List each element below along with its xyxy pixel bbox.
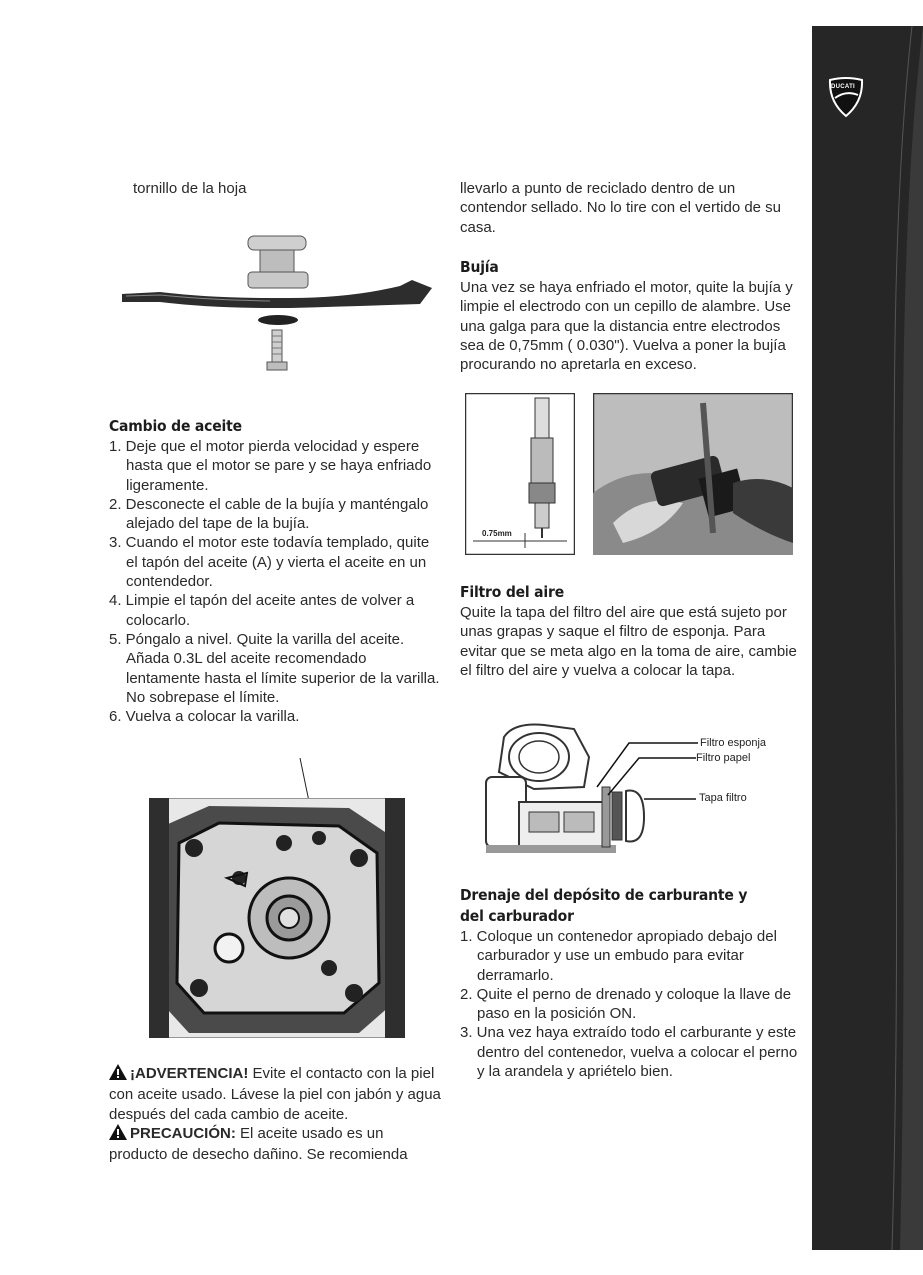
warning-body: Evite el contacto con la piel con aceite usado. Lávese la piel con jabón y agua después del cada cambio de aceite. xyxy=(109,1065,441,1123)
air-filter-diagram xyxy=(474,717,767,867)
paper-filter-label: Filtro papel xyxy=(696,752,751,764)
ducati-logo xyxy=(827,76,865,118)
gap-label: 0.75mm xyxy=(482,529,512,538)
list-item: 3. Una vez haya extraído todo el carburante y este dentro del contenedor, vuelva a colocar el perno y la arandela y apriételo bien. xyxy=(460,1024,798,1081)
caution-body: El aceite usado es un producto de desecho dañino. Se recomienda xyxy=(109,1124,408,1164)
blade-caption: tornillo de la hoja xyxy=(133,180,247,197)
blade-illustration xyxy=(120,228,435,383)
drain-title: Drenaje del depósito de carburante y del carburador xyxy=(460,886,748,925)
list-item: 3. Cuando el motor este todavía templado, quite el tapón del aceite (A) y vierta el aceite en un contendedor. xyxy=(109,534,430,591)
engine-photo xyxy=(149,798,405,1043)
drain-steps xyxy=(460,927,800,1081)
list-item: 5. Póngalo a nivel. Quite la varilla del aceite. Añada 0.3L del aceite recomendado lentamente hasta el límite superior de la varilla. No sobrepase el límite. xyxy=(109,630,440,706)
caution-icon xyxy=(109,1124,127,1145)
caution-text xyxy=(109,1124,444,1165)
spark-plug-section xyxy=(460,257,800,374)
warning-icon xyxy=(109,1064,127,1085)
warning-block xyxy=(109,1064,444,1164)
warning-text xyxy=(109,1064,444,1124)
caution-label: PRECAUCIÓN: xyxy=(130,1124,236,1142)
air-filter-title: Filtro del aire xyxy=(460,583,565,601)
air-filter-section xyxy=(460,582,800,680)
spark-plug-photo xyxy=(593,393,793,560)
air-filter-text: Quite la tapa del filtro del aire que está sujeto por unas grapas y saque el filtro de esponja. Para evitar que se meta algo en la toma de aire, cambie el filtro del aire y vuelva a colocar la tapa. xyxy=(460,604,797,679)
continuation-text: llevarlo a punto de reciclado dentro de un contendor sellado. No lo tire con el vertido de su casa. xyxy=(460,180,782,236)
list-item: 2. Desconecte el cable de la bujía y manténgalo alejado del tape de la bujía. xyxy=(109,495,429,533)
oil-change-title: Cambio de aceite xyxy=(109,417,242,435)
list-item: 1. Deje que el motor pierda velocidad y espere hasta que el motor se pare y se haya enfriado ligeramente. xyxy=(109,438,432,494)
sponge-filter-label: Filtro esponja xyxy=(700,737,767,749)
spark-plug-diagram xyxy=(465,393,575,560)
list-item: 2. Quite el perno de drenado y coloque la llave de paso en la posición ON. xyxy=(460,985,792,1023)
spark-plug-text: Una vez se haya enfriado el motor, quite la bujía y limpie el electrodo con un cepillo de alambre. Use una galga para que la distancia entre electrodos sea de 0,75mm ( 0.030"). Vuelva a poner la bujía procurando no apretarla en exceso. xyxy=(460,279,793,374)
oil-change-section xyxy=(109,416,444,726)
filter-cover-label: Tapa filtro xyxy=(699,792,747,804)
list-item: 4. Limpie el tapón del aceite antes de volver a colocarlo. xyxy=(109,592,415,629)
list-item: 1. Coloque un contenedor apropiado debajo del carburador y use un embudo para evitar derramarlo. xyxy=(460,928,777,984)
brand-sidebar xyxy=(812,26,923,1250)
logo-text: DUCATI xyxy=(831,84,856,90)
drain-section xyxy=(460,885,800,1081)
warning-label: ¡ADVERTENCIA! xyxy=(130,1065,249,1082)
continuation-block xyxy=(460,179,800,237)
spark-plug-title: Bujía xyxy=(460,258,499,276)
list-item: 6. Vuelva a colocar la varilla. xyxy=(109,708,300,726)
oil-change-steps xyxy=(109,437,444,726)
